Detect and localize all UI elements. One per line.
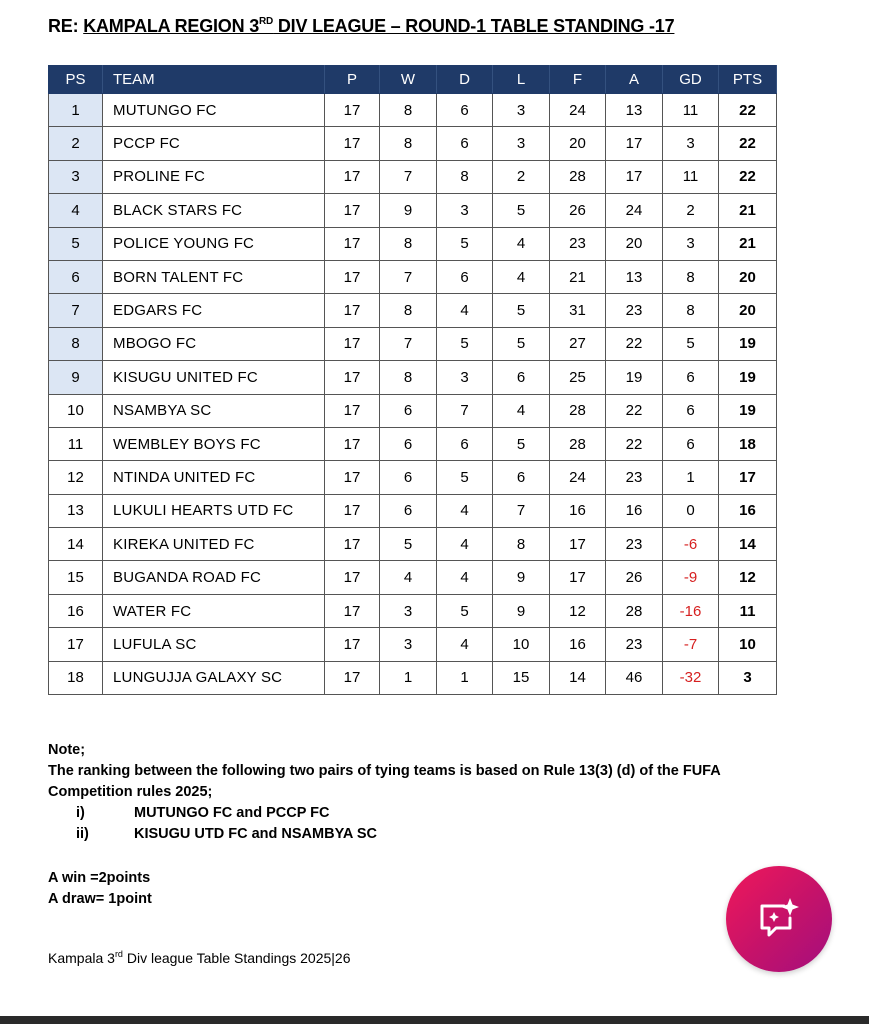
cell-pts: 21 xyxy=(719,194,777,227)
cell-w: 5 xyxy=(380,528,437,561)
cell-f: 28 xyxy=(550,427,606,460)
table-row xyxy=(49,194,777,227)
cell-a: 23 xyxy=(606,628,663,661)
cell-ps: 4 xyxy=(49,194,103,227)
cell-p: 17 xyxy=(325,94,380,127)
cell-d: 4 xyxy=(437,294,493,327)
cell-l: 3 xyxy=(493,127,550,160)
cell-pts: 22 xyxy=(719,160,777,193)
cell-p: 17 xyxy=(325,227,380,260)
cell-ps: 10 xyxy=(49,394,103,427)
cell-w: 6 xyxy=(380,461,437,494)
column-header-pts: PTS xyxy=(719,66,777,94)
cell-gd: 8 xyxy=(663,260,719,293)
cell-gd: -32 xyxy=(663,661,719,694)
cell-f: 12 xyxy=(550,594,606,627)
cell-d: 5 xyxy=(437,594,493,627)
cell-gd: -6 xyxy=(663,528,719,561)
cell-w: 8 xyxy=(380,127,437,160)
cell-team: POLICE YOUNG FC xyxy=(103,227,325,260)
table-row xyxy=(49,628,777,661)
cell-a: 17 xyxy=(606,127,663,160)
cell-a: 22 xyxy=(606,427,663,460)
cell-p: 17 xyxy=(325,194,380,227)
cell-l: 6 xyxy=(493,361,550,394)
cell-gd: 6 xyxy=(663,427,719,460)
cell-l: 5 xyxy=(493,427,550,460)
column-header-ps: PS xyxy=(49,66,103,94)
cell-f: 26 xyxy=(550,194,606,227)
cell-a: 19 xyxy=(606,361,663,394)
tie-text: KISUGU UTD FC and NSAMBYA SC xyxy=(134,826,378,842)
cell-l: 8 xyxy=(493,528,550,561)
cell-team: LUKULI HEARTS UTD FC xyxy=(103,494,325,527)
cell-pts: 22 xyxy=(719,94,777,127)
cell-l: 10 xyxy=(493,628,550,661)
column-header-f: F xyxy=(550,66,606,94)
table-row xyxy=(49,561,777,594)
document-footer: Kampala 3rd Div league Table Standings 2025|26 xyxy=(48,949,351,966)
cell-a: 22 xyxy=(606,394,663,427)
cell-p: 17 xyxy=(325,127,380,160)
cell-f: 17 xyxy=(550,561,606,594)
cell-pts: 20 xyxy=(719,294,777,327)
column-header-gd: GD xyxy=(663,66,719,94)
table-row xyxy=(49,327,777,360)
cell-gd: 11 xyxy=(663,94,719,127)
cell-l: 4 xyxy=(493,260,550,293)
cell-team: KIREKA UNITED FC xyxy=(103,528,325,561)
cell-d: 6 xyxy=(437,127,493,160)
cell-d: 4 xyxy=(437,561,493,594)
cell-pts: 19 xyxy=(719,394,777,427)
table-row xyxy=(49,494,777,527)
cell-pts: 18 xyxy=(719,427,777,460)
cell-a: 16 xyxy=(606,494,663,527)
note-text: The ranking between the following two pairs of tying teams is based on Rule 13(3) (d) of the FUFA Competition rules 2025; xyxy=(48,763,721,800)
standings-table xyxy=(48,65,777,695)
document-title xyxy=(48,16,674,37)
cell-ps: 5 xyxy=(49,227,103,260)
cell-a: 17 xyxy=(606,160,663,193)
cell-f: 17 xyxy=(550,528,606,561)
cell-f: 25 xyxy=(550,361,606,394)
cell-w: 1 xyxy=(380,661,437,694)
cell-l: 4 xyxy=(493,227,550,260)
cell-p: 17 xyxy=(325,661,380,694)
cell-f: 24 xyxy=(550,94,606,127)
cell-gd: 3 xyxy=(663,127,719,160)
points-rules xyxy=(48,868,152,910)
cell-p: 17 xyxy=(325,160,380,193)
cell-d: 7 xyxy=(437,394,493,427)
cell-p: 17 xyxy=(325,594,380,627)
cell-p: 17 xyxy=(325,561,380,594)
cell-team: LUFULA SC xyxy=(103,628,325,661)
cell-gd: 3 xyxy=(663,227,719,260)
table-row xyxy=(49,594,777,627)
cell-team: LUNGUJJA GALAXY SC xyxy=(103,661,325,694)
cell-a: 23 xyxy=(606,461,663,494)
bottom-edge-bar xyxy=(0,1016,869,1024)
column-header-p: P xyxy=(325,66,380,94)
cell-w: 7 xyxy=(380,160,437,193)
cell-w: 8 xyxy=(380,94,437,127)
cell-f: 16 xyxy=(550,494,606,527)
cell-f: 24 xyxy=(550,461,606,494)
cell-pts: 17 xyxy=(719,461,777,494)
table-row xyxy=(49,260,777,293)
cell-team: NSAMBYA SC xyxy=(103,394,325,427)
cell-pts: 22 xyxy=(719,127,777,160)
cell-p: 17 xyxy=(325,461,380,494)
cell-w: 8 xyxy=(380,361,437,394)
cell-d: 1 xyxy=(437,661,493,694)
cell-p: 17 xyxy=(325,394,380,427)
table-row xyxy=(49,94,777,127)
column-header-d: D xyxy=(437,66,493,94)
cell-w: 9 xyxy=(380,194,437,227)
cell-d: 4 xyxy=(437,494,493,527)
cell-pts: 12 xyxy=(719,561,777,594)
column-header-team: TEAM xyxy=(103,66,325,94)
cell-f: 31 xyxy=(550,294,606,327)
cell-ps: 2 xyxy=(49,127,103,160)
cell-team: WATER FC xyxy=(103,594,325,627)
cell-a: 26 xyxy=(606,561,663,594)
cell-d: 3 xyxy=(437,194,493,227)
cell-l: 9 xyxy=(493,561,550,594)
cell-gd: 1 xyxy=(663,461,719,494)
cell-pts: 19 xyxy=(719,327,777,360)
cell-gd: 0 xyxy=(663,494,719,527)
cell-a: 24 xyxy=(606,194,663,227)
cell-l: 15 xyxy=(493,661,550,694)
cell-a: 22 xyxy=(606,327,663,360)
table-row xyxy=(49,160,777,193)
cell-gd: 5 xyxy=(663,327,719,360)
cell-d: 5 xyxy=(437,327,493,360)
table-body xyxy=(49,94,777,695)
cell-p: 17 xyxy=(325,294,380,327)
table-row xyxy=(49,528,777,561)
cell-l: 4 xyxy=(493,394,550,427)
cell-l: 6 xyxy=(493,461,550,494)
cell-w: 3 xyxy=(380,628,437,661)
cell-team: WEMBLEY BOYS FC xyxy=(103,427,325,460)
cell-l: 5 xyxy=(493,294,550,327)
cell-w: 7 xyxy=(380,327,437,360)
cell-l: 9 xyxy=(493,594,550,627)
cell-pts: 20 xyxy=(719,260,777,293)
cell-d: 3 xyxy=(437,361,493,394)
cell-team: BUGANDA ROAD FC xyxy=(103,561,325,594)
cell-d: 4 xyxy=(437,628,493,661)
cell-gd: 6 xyxy=(663,394,719,427)
cell-l: 5 xyxy=(493,194,550,227)
column-header-a: A xyxy=(606,66,663,94)
cell-p: 17 xyxy=(325,327,380,360)
cell-a: 20 xyxy=(606,227,663,260)
cell-p: 17 xyxy=(325,528,380,561)
cell-pts: 11 xyxy=(719,594,777,627)
cell-gd: 11 xyxy=(663,160,719,193)
cell-pts: 14 xyxy=(719,528,777,561)
tie-number: i) xyxy=(76,805,85,821)
cell-team: EDGARS FC xyxy=(103,294,325,327)
ai-chat-sparkle-icon xyxy=(754,894,804,944)
cell-pts: 21 xyxy=(719,227,777,260)
cell-w: 6 xyxy=(380,427,437,460)
cell-ps: 7 xyxy=(49,294,103,327)
cell-ps: 13 xyxy=(49,494,103,527)
cell-f: 28 xyxy=(550,394,606,427)
win-rule: A win =2points xyxy=(48,870,151,886)
cell-a: 23 xyxy=(606,528,663,561)
table-row xyxy=(49,394,777,427)
cell-gd: 8 xyxy=(663,294,719,327)
cell-a: 46 xyxy=(606,661,663,694)
cell-d: 6 xyxy=(437,260,493,293)
cell-team: KISUGU UNITED FC xyxy=(103,361,325,394)
cell-p: 17 xyxy=(325,361,380,394)
cell-ps: 3 xyxy=(49,160,103,193)
cell-ps: 6 xyxy=(49,260,103,293)
cell-pts: 19 xyxy=(719,361,777,394)
tie-text: MUTUNGO FC and PCCP FC xyxy=(134,805,330,821)
table-header-row xyxy=(49,66,777,94)
cell-ps: 16 xyxy=(49,594,103,627)
note-section xyxy=(48,740,808,845)
table-row xyxy=(49,461,777,494)
cell-a: 23 xyxy=(606,294,663,327)
cell-team: BORN TALENT FC xyxy=(103,260,325,293)
table-row xyxy=(49,361,777,394)
cell-pts: 16 xyxy=(719,494,777,527)
cell-pts: 10 xyxy=(719,628,777,661)
cell-team: BLACK STARS FC xyxy=(103,194,325,227)
cell-f: 21 xyxy=(550,260,606,293)
column-header-l: L xyxy=(493,66,550,94)
cell-ps: 1 xyxy=(49,94,103,127)
cell-w: 4 xyxy=(380,561,437,594)
tie-item xyxy=(48,803,808,824)
cell-w: 3 xyxy=(380,594,437,627)
ai-chat-button[interactable] xyxy=(726,866,832,972)
table-row xyxy=(49,127,777,160)
cell-team: PCCP FC xyxy=(103,127,325,160)
table-row xyxy=(49,294,777,327)
title-main: KAMPALA REGION 3RD DIV LEAGUE – ROUND-1 TABLE STANDING -17 xyxy=(83,16,675,36)
cell-p: 17 xyxy=(325,494,380,527)
draw-rule: A draw= 1point xyxy=(48,891,152,907)
cell-team: MUTUNGO FC xyxy=(103,94,325,127)
cell-d: 5 xyxy=(437,461,493,494)
cell-l: 7 xyxy=(493,494,550,527)
cell-pts: 3 xyxy=(719,661,777,694)
cell-f: 23 xyxy=(550,227,606,260)
cell-a: 13 xyxy=(606,94,663,127)
cell-gd: -16 xyxy=(663,594,719,627)
title-prefix: RE: xyxy=(48,16,84,36)
cell-d: 4 xyxy=(437,528,493,561)
cell-p: 17 xyxy=(325,260,380,293)
cell-ps: 17 xyxy=(49,628,103,661)
table-row xyxy=(49,227,777,260)
cell-l: 2 xyxy=(493,160,550,193)
cell-w: 6 xyxy=(380,394,437,427)
tie-item xyxy=(48,824,808,845)
cell-p: 17 xyxy=(325,628,380,661)
cell-a: 28 xyxy=(606,594,663,627)
cell-w: 8 xyxy=(380,294,437,327)
cell-team: MBOGO FC xyxy=(103,327,325,360)
cell-w: 8 xyxy=(380,227,437,260)
cell-ps: 8 xyxy=(49,327,103,360)
cell-d: 5 xyxy=(437,227,493,260)
table-row xyxy=(49,427,777,460)
cell-d: 6 xyxy=(437,427,493,460)
cell-ps: 12 xyxy=(49,461,103,494)
cell-ps: 14 xyxy=(49,528,103,561)
column-header-w: W xyxy=(380,66,437,94)
cell-team: PROLINE FC xyxy=(103,160,325,193)
cell-ps: 9 xyxy=(49,361,103,394)
cell-f: 28 xyxy=(550,160,606,193)
cell-p: 17 xyxy=(325,427,380,460)
cell-d: 6 xyxy=(437,94,493,127)
cell-l: 3 xyxy=(493,94,550,127)
cell-ps: 18 xyxy=(49,661,103,694)
cell-a: 13 xyxy=(606,260,663,293)
cell-l: 5 xyxy=(493,327,550,360)
table-row xyxy=(49,661,777,694)
note-heading: Note; xyxy=(48,742,86,758)
tie-number: ii) xyxy=(76,826,89,842)
cell-ps: 15 xyxy=(49,561,103,594)
cell-d: 8 xyxy=(437,160,493,193)
cell-gd: -7 xyxy=(663,628,719,661)
cell-f: 14 xyxy=(550,661,606,694)
cell-gd: -9 xyxy=(663,561,719,594)
cell-f: 16 xyxy=(550,628,606,661)
cell-ps: 11 xyxy=(49,427,103,460)
cell-team: NTINDA UNITED FC xyxy=(103,461,325,494)
cell-gd: 6 xyxy=(663,361,719,394)
cell-w: 6 xyxy=(380,494,437,527)
cell-gd: 2 xyxy=(663,194,719,227)
cell-f: 20 xyxy=(550,127,606,160)
cell-f: 27 xyxy=(550,327,606,360)
cell-w: 7 xyxy=(380,260,437,293)
